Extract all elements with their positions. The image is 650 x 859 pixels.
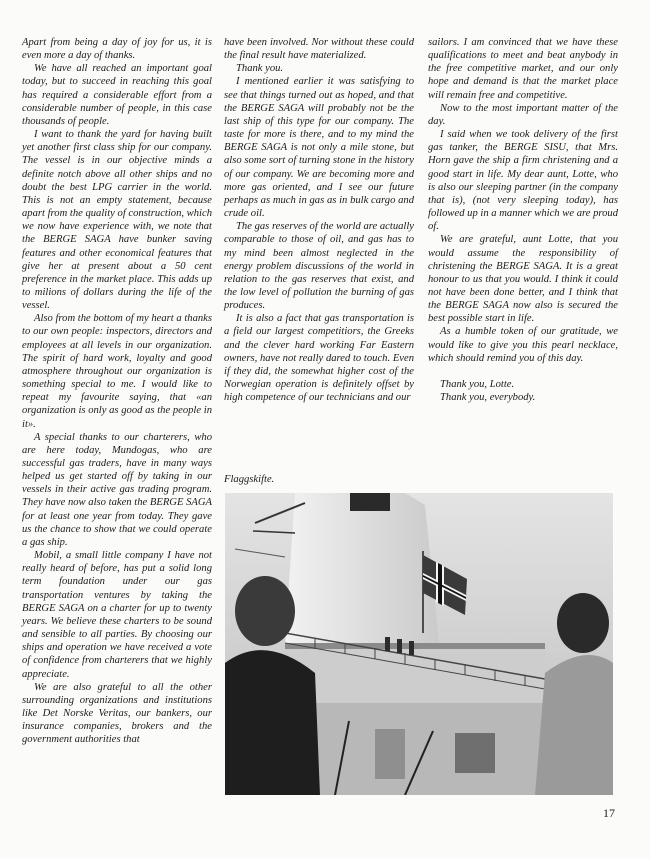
- column-2: [224, 36, 414, 404]
- paragraph: We have all reached an important goal today, but to succeed in reaching this goal has required a considerable effort from a considerable number of people, in this case thousands of people.: [22, 63, 212, 127]
- paragraph: have been involved. Nor without these could the final result have materialized.: [224, 37, 414, 62]
- paragraph: Now to the most important matter of the day.: [428, 102, 618, 127]
- paragraph: Apart from being a day of joy for us, it is even more a day of thanks.: [22, 37, 212, 62]
- column-3: [428, 36, 618, 404]
- paragraph: Also from the bottom of my heart a thanks to our own people: inspectors, directors and employees at all levels in our organization. The spirit of hard work, loyalty and good atmosphere throughout our organization is something special to me. I would like to repeat my favourite saying, that «an organization is only as good as the people in it».: [22, 313, 212, 430]
- paragraph: We are grateful, aunt Lotte, that you would assume the responsibility of christening the BERGE SAGA. It is a great honour to us that you would. I think it could not have been done better, and I think that the BERGE SAGA now also is secured the best possible start in life.: [428, 234, 618, 325]
- paragraph: It is also a fact that gas transportation is a field our largest competitiors, the Greeks and the clever hard working Far Eastern owners, have not really dared to touch. Even if they did, the somewhat higher cost of the Norwegian operation is definitely offset by high competence of our technicians and our: [224, 313, 414, 404]
- paragraph: The gas reserves of the world are actually comparable to those of oil, and gas has to my mind been almost neglected in the energy problem discussions of the world in relation to the gas reserves that exist, and the low level of pollution the burning of gas produces.: [224, 221, 414, 312]
- page-number: 17: [603, 806, 615, 820]
- column-1: [22, 36, 212, 746]
- closing-line: Thank you, Lotte.: [440, 378, 515, 390]
- ship-photo: [225, 493, 613, 795]
- paragraph: We are also grateful to all the other surrounding organizations and institutions like Det Norske Veritas, our bankers, our insurance companies, brokers and the government authorities that: [22, 681, 212, 746]
- paragraph: sailors. I am convinced that we have these qualifications to meet and beat anybody in the free competitive market, and our only hope and demand is that the market place will remain free and competitive.: [428, 37, 618, 101]
- paragraph: I want to thank the yard for having built yet another first class ship for our company. The vessel is in our objective minds a definite notch above all other ships and no doubt the best LPG carrier in the world. This is not an empty statement, because apart from the quality of construction, which we now have experience with, we note that the BERGE SAGA have bunker saving features and other economical features that give her at present about a 50 cent preference in the market place. This adds up to milions of dollars during the life of the vessel.: [22, 129, 212, 312]
- ship-photo-illustration: [225, 493, 613, 795]
- paragraph: Thank you.: [236, 63, 284, 75]
- paragraph: Mobil, a small little company I have not really heard of before, has put a solid long term foundation under our gas transportation ventures by taking the BERGE SAGA on a charter for up to twenty years. We believe these charters to be sound and sensible to all parties. By choosing our ships and operation we have received a vote of confidence from charterers that we highly appreciate.: [22, 550, 212, 680]
- paragraph: I mentioned earlier it was satisfying to see that things turned out as hoped, and that the BERGE SAGA will probably not be the last ship of this type for our company. The taste for more is there, and to my mind the BERGE SAGA is not only a mile stone, but also some sort of turning stone in the history of our company. We are becoming more and more gas oriented, and I see our future perhaps as much in gas as in bulk cargo and crude oil.: [224, 76, 414, 220]
- photo-caption: Flaggskifte.: [224, 474, 275, 485]
- paragraph: I said when we took delivery of the first gas tanker, the BERGE SISU, that Mrs. Horn gave the ship a firm christening and a good start in life. My dear aunt, Lotte, who is also our sleeping partner (in the company that is), (not very sleeping today), has followed up in a manner which we are proud of.: [428, 129, 618, 233]
- paragraph: As a humble token of our gratitude, we would like to give you this pearl necklace, which should remind you of this day.: [428, 326, 618, 364]
- paragraph: A special thanks to our charterers, who are here today, Mundogas, who are successful gas traders, have in many ways helped us get started off by taking in our vessels in their active gas trading program. They have now also taken the BERGE SAGA for at least one year from today. They gave us the chance to show that we could operate a gas ship.: [22, 431, 212, 548]
- closing-line: Thank you, everybody.: [440, 392, 536, 404]
